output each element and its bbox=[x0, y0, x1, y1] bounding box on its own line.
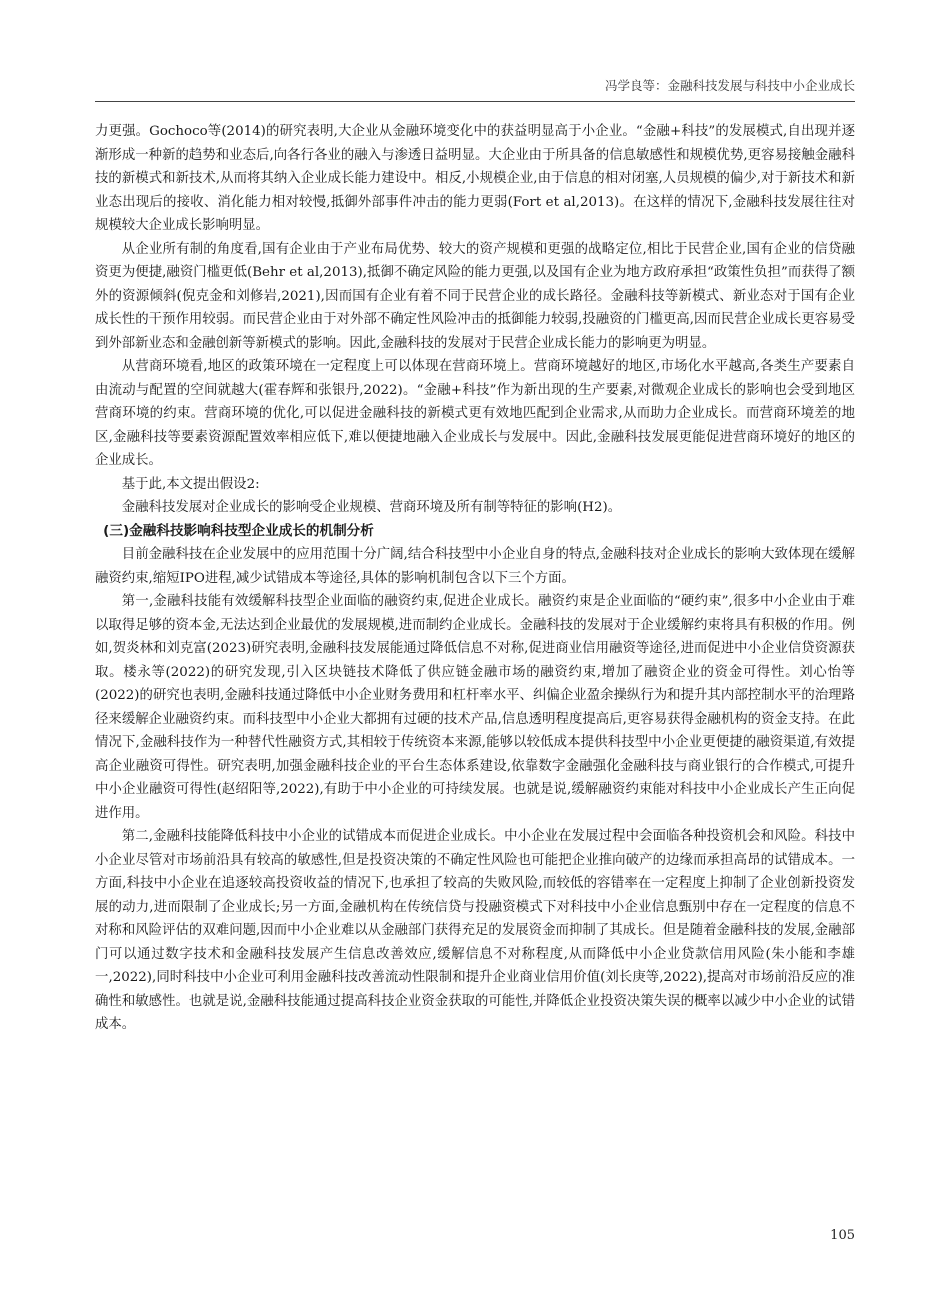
paragraph-hypothesis-h2: 金融科技发展对企业成长的影响受企业规模、营商环境及所有制等特征的影响(H2)。 bbox=[121, 500, 622, 515]
page-number: 105 bbox=[830, 1228, 855, 1243]
section-heading: (三)金融科技影响科技型企业成长的机制分析 bbox=[103, 522, 374, 539]
running-header: 冯学良等：金融科技发展与科技中小企业成长 bbox=[604, 78, 855, 93]
paragraph-continuation: 力更强。Gochoco等(2014)的研究表明,大企业从金融环境变化中的获益明显高于小企业。“金融+科技”的发展模式,自出现并逐渐形成一种新的趋势和业态后,向各行各业的融入与渗透日益明显。大企业由于所具备的信息敏感性和规模优势,更容易接触金融科技的新模式和新技术,从而将其纳入企业成长能力建设中。相反,小规模企业,由于信息的相对闭塞,人员规模的偏少,对于新技术和新业态出现后的接收、消化能力相对较慢,抵御外部事件冲击的能力更弱(Fort et al,2013)。在这样的情况下,金融科技发展往往对规模较大企业成长影响明显。 bbox=[95, 124, 855, 233]
paragraph-hypothesis-intro: 基于此,本文提出假设2: bbox=[121, 476, 260, 492]
article-body bbox=[95, 120, 855, 1037]
paragraph-mechanism-overview: 目前金融科技在企业发展中的应用范围十分广阔,结合科技型中小企业自身的特点,金融科技对企业成长的影响大致体现在缓解融资约束,缩短IPO进程,减少试错成本等途径,具体的影响机制包含以下三个方面。 bbox=[95, 547, 855, 586]
paragraph-ownership: 从企业所有制的角度看,国有企业由于产业布局优势、较大的资产规模和更强的战略定位,相比于民营企业,国有企业的信贷融资更为便捷,融资门槛更低(Behr et al,2013),抵御不确定风险的能力更强,以及国有企业为地方政府承担“政策性负担”而获得了额外的资源倾斜(倪克金和刘修岩,2021),因而国有企业有着不同于民营企业的成长路径。金融科技等新模式、新业态对于国有企业成长性的干预作用较弱。而民营企业由于对外部不确定性风险冲击的抵御能力较弱,投融资的门槛更高,因而民营企业成长更容易受到外部新业态和金融创新等新模式的影响。因此,金融科技的发展对于民营企业成长能力的影响更为明显。 bbox=[95, 241, 855, 351]
paragraph-mechanism-first: 第一,金融科技能有效缓解科技型企业面临的融资约束,促进企业成长。融资约束是企业面临的“硬约束”,很多中小企业由于难以取得足够的资本金,无法达到企业最优的发展规模,进而制约企业成长。金融科技的发展对于企业缓解约束将具有积极的作用。例如,贺炎林和刘克富(2023)研究表明,金融科技发展能通过降低信息不对称,促进商业信用融资等途径,进而促进中小企业信贷资源获取。楼永等(2022)的研究发现,引入区块链技术降低了供应链金融市场的融资约束,增加了融资企业的资金可得性。刘心怡等(2022)的研究也表明,金融科技通过降低中小企业财务费用和杠杆率水平、纠偏企业盈余操纵行为和提升其内部控制水平的治理路径来缓解企业融资约束。而科技型中小企业大都拥有过硬的技术产品,信息透明程度提高后,更容易获得金融机构的资金支持。在此情况下,金融科技作为一种替代性融资方式,其相较于传统资本来源,能够以较低成本提供科技型中小企业更便捷的融资渠道,有效提高企业融资可得性。研究表明,加强金融科技企业的平台生态体系建设,依靠数字金融强化金融科技与商业银行的合作模式,可提升中小企业融资可得性(赵绍阳等,2022),有助于中小企业的可持续发展。也就是说,缓解融资约束能对科技中小企业成长产生正向促进作用。 bbox=[95, 594, 855, 821]
paragraph-mechanism-second: 第二,金融科技能降低科技中小企业的试错成本而促进企业成长。中小企业在发展过程中会面临各种投资机会和风险。科技中小企业尽管对市场前沿具有较高的敏感性,但是投资决策的不确定性风险也可能把企业推向破产的边缘而承担高昂的试错成本。一方面,科技中小企业在追逐较高投资收益的情况下,也承担了较高的失败风险,而较低的容错率在一定程度上抑制了企业创新投资发展的动力,进而限制了企业成长;另一方面,金融机构在传统信贷与投融资模式下对科技中小企业信息甄别中存在一定程度的信息不对称和风险评估的双难问题,因而中小企业难以从金融部门获得充足的发展资金而抑制了其成长。但是随着金融科技的发展,金融部门可以通过数字技术和金融科技发展产生信息改善效应,缓解信息不对称程度,从而降低中小企业贷款信用风险(朱小能和李雄一,2022),同时科技中小企业可利用金融科技改善流动性限制和提升企业商业信用价值(刘长庚等,2022),提高对市场前沿反应的准确性和敏感性。也就是说,金融科技能通过提高科技企业资金获取的可能性,并降低企业投资决策失误的概率以减少中小企业的试错成本。 bbox=[95, 829, 855, 1032]
header-divider bbox=[95, 101, 855, 102]
paragraph-business-environment: 从营商环境看,地区的政策环境在一定程度上可以体现在营商环境上。营商环境越好的地区,市场化水平越高,各类生产要素自由流动与配置的空间就越大(霍春辉和张银丹,2022)。“金融+科技”作为新出现的生产要素,对微观企业成长的影响也会受到地区营商环境的约束。营商环境的优化,可以促进金融科技的新模式更有效地匹配到企业需求,从而助力企业成长。而营商环境差的地区,金融科技等要素资源配置效率相应低下,难以便捷地融入企业成长与发展中。因此,金融科技发展更能促进营商环境好的地区的企业成长。 bbox=[95, 359, 855, 468]
